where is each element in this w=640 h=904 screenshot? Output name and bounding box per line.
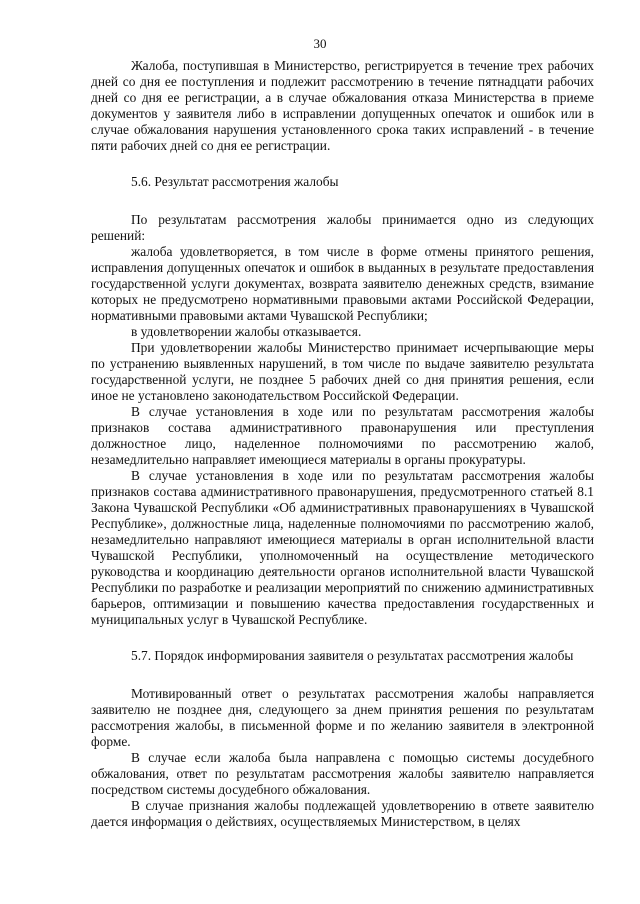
paragraph-prosecutor-referral: В случае установления в ходе или по результатам рассмотрения жалобы признаков состава административного правонарушения или преступления должностное лицо, наделенное полномочиями по рассмотрению жалоб, незамедлительно направляет имеющиеся материалы в органы прокуратуры. <box>91 404 594 467</box>
section-heading-5-6: 5.6. Результат рассмотрения жалобы <box>131 174 339 189</box>
paragraph-complaint-registration: Жалоба, поступившая в Министерство, регистрируется в течение трех рабочих дней со дня ее поступления и подлежит рассмотрению в течение пятнадцати рабочих дней со дня ее регистрации, а в случае обжалования отказа Министерства в приеме документов у заявителя либо в исправлении допущенных опечаток и ошибок или в случае обжалования нарушения установленного срока таких исправлений - в течение пяти рабочих дней со дня ее регистрации. <box>91 58 594 153</box>
document-body <box>91 58 594 830</box>
paragraph-complaint-rejected: в удовлетворении жалобы отказывается. <box>131 324 362 339</box>
paragraph-decision-options: По результатам рассмотрения жалобы принимается одно из следующих решений: <box>91 212 594 243</box>
section-heading-5-7: 5.7. Порядок информирования заявителя о результатах рассмотрения жалобы <box>131 648 574 663</box>
paragraph-satisfaction-info: В случае признания жалобы подлежащей удовлетворению в ответе заявителю дается информация о действиях, осуществляемых Министерством, в целях <box>91 798 594 829</box>
paragraph-remedy-measures: При удовлетворении жалобы Министерство принимает исчерпывающие меры по устранению выявленных нарушений, в том числе по выдаче заявителю результата государственной услуги, не позднее 5 рабочих дней со дня принятия решения, если иное не установлено законодательством Российской Федерации. <box>91 340 594 403</box>
paragraph-authority-referral: В случае установления в ходе или по результатам рассмотрения жалобы признаков состава административного правонарушения, предусмотренного статьей 8.1 Закона Чувашской Республики «Об административных правонарушениях в Чувашской Республике», должностные лица, наделенные полномочиями по рассмотрению жалоб, незамедлительно направляют имеющиеся материалы в орган исполнительной власти Чувашской Республики, уполномоченный на осуществление методического руководства и координацию деятельности органов исполнительной власти Чувашской Республики по разработке и реализации мероприятий по снижению административных барьеров, оптимизации и повышению качества предоставления государственных и муниципальных услуг в Чувашской Республике. <box>91 468 594 627</box>
paragraph-reasoned-answer: Мотивированный ответ о результатах рассмотрения жалобы направляется заявителю не позднее дня, следующего за днем принятия решения по результатам рассмотрения жалобы, в письменной форме и по желанию заявителя в электронной форме. <box>91 686 594 749</box>
page-number: 30 <box>313 36 327 51</box>
paragraph-complaint-satisfied: жалоба удовлетворяется, в том числе в форме отмены принятого решения, исправления допущенных опечаток и ошибок в выданных в результате предоставления государственной услуги документах, возврата заявителю денежных средств, взимание которых не предусмотрено нормативными правовыми актами Российской Федерации, нормативными правовыми актами Чувашской Республики; <box>91 244 594 323</box>
paragraph-electronic-answer: В случае если жалоба была направлена с помощью системы досудебного обжалования, ответ по результатам рассмотрения жалобы заявителю направляется посредством системы досудебного обжалования. <box>91 750 594 797</box>
